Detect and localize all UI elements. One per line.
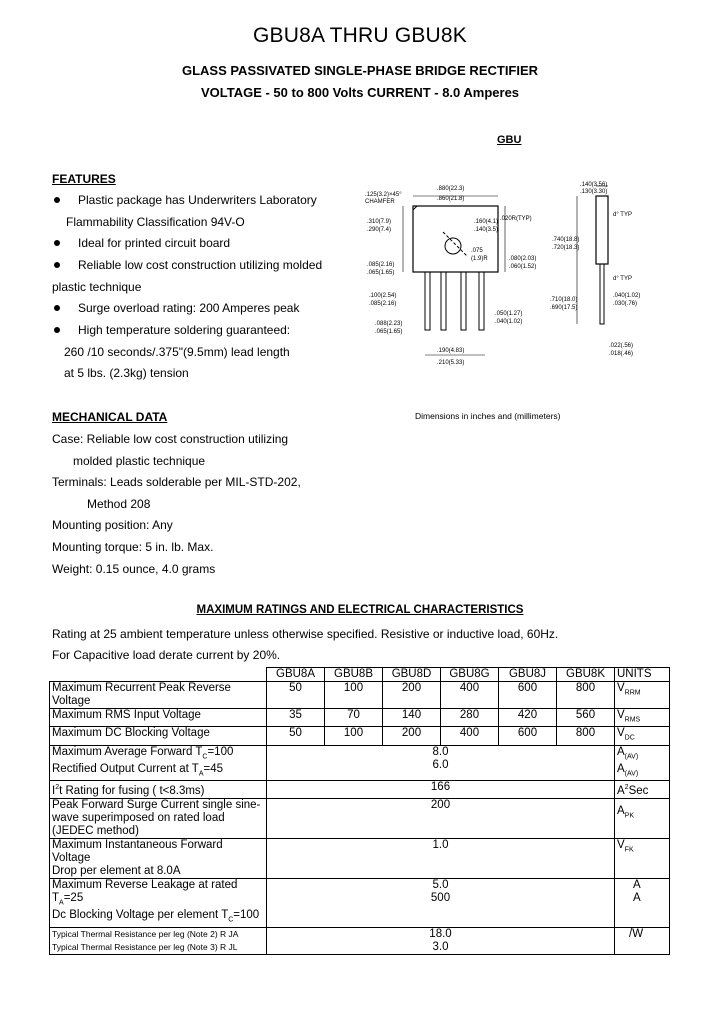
- dim-label: .860(21.8): [437, 196, 465, 202]
- table-row: [50, 745, 670, 781]
- lead: [479, 272, 484, 330]
- row-label-text: wave superimposed on rated load: [52, 812, 225, 825]
- table-cell: 200: [383, 727, 441, 745]
- table-header-row: [50, 668, 670, 682]
- unit-subscript: RMS: [624, 716, 641, 724]
- dim-label: .040(1.02): [495, 319, 523, 325]
- dim-label: .190(4.83): [437, 348, 465, 354]
- cell-value: 500: [430, 892, 451, 905]
- table-cell: 70: [325, 709, 383, 727]
- label-superscript: 2: [55, 784, 60, 792]
- column-header: GBU8A: [267, 668, 325, 682]
- label-subscript: A: [59, 899, 64, 907]
- row-label-text: =100: [233, 909, 260, 922]
- row-label-text: (JEDEC method): [52, 825, 139, 838]
- table-row: [50, 879, 670, 928]
- dim-label: .088(2.23): [375, 321, 403, 327]
- mechanical-heading: MECHANICAL DATA: [52, 410, 168, 424]
- unit-symbol: A: [617, 762, 625, 775]
- unit-symbol: V: [617, 839, 625, 852]
- table-cell: 400: [441, 727, 499, 745]
- unit-subscript: DC: [624, 734, 635, 742]
- label-subscript: C: [228, 916, 234, 924]
- dim-label: .130(3.30): [580, 189, 608, 195]
- row-label-text: t Rating for fusing ( t<8.3ms): [59, 785, 205, 798]
- unit-cell: [615, 927, 670, 954]
- cell-value: 5.0: [432, 879, 449, 892]
- row-label: [50, 879, 267, 928]
- unit-cell: [615, 879, 670, 928]
- feature-line: Reliable low cost construction utilizing molded: [78, 258, 323, 272]
- table-cell: 800: [557, 682, 615, 709]
- mechanical-line: Terminals: Leads solderable per MIL-STD-202,: [52, 475, 301, 489]
- dim-label: .125(3.2)×45°: [365, 192, 402, 198]
- side-view-lead: [600, 264, 604, 324]
- table-cell: 420: [499, 709, 557, 727]
- feature-line: Flammability Classification 94V-O: [66, 215, 245, 229]
- unit-symbol: V: [617, 727, 625, 740]
- unit-cell: [615, 799, 670, 839]
- dim-label: (1.9)R: [471, 256, 488, 262]
- feature-line: at 5 lbs. (2.3kg) tension: [64, 366, 189, 380]
- page-title: GBU8A THRU GBU8K: [252, 24, 468, 47]
- unit-subscript: FK: [624, 846, 634, 854]
- unit-subscript: PK: [624, 812, 635, 820]
- row-label: Maximum DC Blocking Voltage: [50, 727, 267, 745]
- table-row: [50, 709, 670, 727]
- unit-cell: [615, 839, 670, 879]
- row-label-text: Maximum Average Forward T: [52, 745, 203, 758]
- row-label: [50, 781, 267, 799]
- column-header: GBU8K: [557, 668, 615, 682]
- unit-symbol: A: [617, 785, 625, 798]
- unit-subscript: (AV): [624, 770, 639, 778]
- dim-label: .075: [471, 248, 483, 254]
- dim-label: CHAMFER: [365, 199, 395, 205]
- table-cell: [267, 745, 615, 781]
- unit-subscript: (AV): [624, 752, 639, 760]
- dim-label: .140(3.56): [580, 182, 608, 188]
- unit-symbol: A: [617, 745, 625, 758]
- unit-cell: [615, 745, 670, 781]
- dim-label: .740(18.8): [552, 237, 580, 243]
- dim-label: .018(.46): [609, 351, 634, 357]
- lead: [441, 272, 446, 330]
- dim-label: .085(2.16): [367, 262, 395, 268]
- row-label-text: Dc Blocking Voltage per element T: [52, 909, 229, 922]
- unit-symbol: A: [633, 892, 641, 905]
- dim-label: .060(1.52): [509, 264, 537, 270]
- row-label-text: =45: [203, 762, 223, 775]
- feature-line: 260 /10 seconds/.375"(9.5mm) lead length: [64, 345, 290, 359]
- unit-cell: [615, 781, 670, 799]
- table-cell: 800: [557, 727, 615, 745]
- row-label: [50, 745, 267, 781]
- table-corner-cell: [50, 668, 267, 682]
- mechanical-line: Mounting torque: 5 in. lb. Max.: [52, 540, 214, 554]
- unit-cell: [615, 727, 670, 745]
- dim-label: .720(18.3): [552, 245, 580, 251]
- bullet-icon: [54, 240, 60, 246]
- row-label-text: Typical Thermal Resistance per leg (Note 2) R JA: [52, 928, 239, 939]
- cell-value: 3.0: [432, 940, 449, 953]
- ratings-note: For Capacitive load derate current by 20%.: [52, 648, 281, 662]
- dim-label: .140(3.5): [474, 227, 499, 233]
- cell-value: 8.0: [432, 745, 449, 758]
- dim-label: .310(7.9): [367, 219, 392, 225]
- dim-label: .210(5.33): [437, 360, 465, 366]
- mounting-hole: [445, 238, 461, 254]
- feature-line: Ideal for printed circuit board: [78, 236, 231, 250]
- unit-cell: [615, 709, 670, 727]
- table-cell: 35: [267, 709, 325, 727]
- unit-symbol: A: [633, 879, 641, 892]
- unit-symbol: V: [617, 709, 625, 721]
- ratings-heading: MAXIMUM RATINGS AND ELECTRICAL CHARACTERISTICS: [196, 604, 524, 616]
- table-cell: [267, 927, 615, 954]
- row-label: Maximum Recurrent Peak Reverse Voltage: [50, 682, 267, 709]
- hole-center-line: [443, 232, 467, 256]
- side-view-body: [596, 196, 608, 264]
- feature-line: High temperature soldering guaranteed:: [78, 323, 291, 337]
- table-row: [50, 927, 670, 954]
- dimension-note: Dimensions in inches and (millimeters): [415, 411, 561, 421]
- dim-label: d° TYP: [613, 276, 632, 282]
- table-row: [50, 727, 670, 745]
- table-cell: 100: [325, 682, 383, 709]
- row-label-text: =100: [207, 745, 234, 758]
- table-row: [50, 682, 670, 709]
- row-label-text: Typical Thermal Resistance per leg (Note 3) R JL: [52, 941, 238, 952]
- dim-label: .085(2.16): [369, 301, 397, 307]
- dim-label: .065(1.65): [367, 270, 395, 276]
- mechanical-line: Case: Reliable low cost construction utilizing: [52, 432, 289, 446]
- dim-label: .100(2.54): [369, 293, 397, 299]
- dim-label: .080(2.03): [509, 256, 537, 262]
- table-cell: [267, 879, 615, 928]
- table-row: [50, 781, 670, 799]
- bullet-icon: [54, 327, 60, 333]
- table-cell: 600: [499, 727, 557, 745]
- bullet-icon: [54, 305, 60, 311]
- table-cell: 140: [383, 709, 441, 727]
- row-label-text: Maximum Reverse Leakage at rated T: [52, 879, 238, 905]
- lead: [425, 272, 430, 330]
- unit-symbol: /W: [629, 927, 644, 940]
- chamfer-line: [413, 206, 417, 210]
- unit-symbol: Sec: [628, 785, 649, 798]
- feature-line: Plastic package has Underwriters Laboratory: [78, 193, 317, 207]
- table-row: [50, 799, 670, 839]
- unit-subscript: RRM: [624, 689, 641, 697]
- ratings-table: [49, 667, 670, 955]
- dim-label: .880(22.3): [437, 186, 465, 192]
- cell-value: 6.0: [432, 758, 449, 771]
- dim-label: .710(18.0): [550, 297, 578, 303]
- mechanical-line: Mounting position: Any: [52, 518, 173, 532]
- table-cell: 200: [267, 799, 615, 839]
- table-row: [50, 839, 670, 879]
- unit-symbol: A: [617, 805, 625, 818]
- table-cell: 400: [441, 682, 499, 709]
- unit-cell: [615, 682, 670, 709]
- feature-line: Surge overload rating: 200 Amperes peak: [78, 301, 300, 315]
- label-subscript: C: [202, 752, 208, 760]
- unit-superscript: 2: [624, 784, 629, 792]
- table-cell: 200: [383, 682, 441, 709]
- mechanical-line: molded plastic technique: [73, 454, 206, 468]
- table-cell: 50: [267, 682, 325, 709]
- row-label-text: I: [52, 785, 56, 798]
- column-header: GBU8B: [325, 668, 383, 682]
- package-outline-diagram: [355, 170, 655, 370]
- table-cell: 50: [267, 727, 325, 745]
- body-outline: [413, 206, 498, 272]
- voltage-current-summary: VOLTAGE - 50 to 800 Volts CURRENT - 8.0 Amperes: [200, 85, 520, 100]
- table-cell: 600: [499, 682, 557, 709]
- table-cell: 100: [325, 727, 383, 745]
- column-header: GBU8D: [383, 668, 441, 682]
- bullet-icon: [54, 197, 60, 203]
- feature-line: plastic technique: [52, 280, 142, 294]
- dim-label: .022(.56): [609, 343, 634, 349]
- features-heading: FEATURES: [52, 172, 116, 186]
- column-header: GBU8G: [441, 668, 499, 682]
- column-header: UNITS: [615, 668, 670, 682]
- dim-label: .290(7.4): [367, 227, 392, 233]
- ratings-note: Rating at 25 ambient temperature unless otherwise specified. Resistive or inductive load, 60Hz.: [52, 627, 559, 641]
- table-cell: 560: [557, 709, 615, 727]
- row-label: [50, 839, 267, 879]
- column-header: GBU8J: [499, 668, 557, 682]
- dim-label: .160(4.1): [474, 219, 499, 225]
- table-cell: 1.0: [267, 839, 615, 879]
- dim-label: .020R(TYP): [500, 216, 532, 222]
- dim-label: .690(17.5): [550, 305, 578, 311]
- bullet-icon: [54, 262, 60, 268]
- mechanical-line: Weight: 0.15 ounce, 4.0 grams: [52, 562, 216, 576]
- dim-label: .050(1.27): [495, 311, 523, 317]
- row-label: Maximum RMS Input Voltage: [50, 709, 267, 727]
- row-label-text: Rectified Output Current at T: [52, 762, 199, 775]
- dim-label: .030(.76): [613, 301, 638, 307]
- row-label-text: Maximum Instantaneous Forward Voltage: [52, 839, 223, 865]
- package-label: GBU: [497, 134, 522, 146]
- row-label-text: =25: [63, 892, 84, 905]
- mechanical-line: Method 208: [87, 497, 151, 511]
- row-label: [50, 799, 267, 839]
- row-label-text: Drop per element at 8.0A: [52, 865, 181, 878]
- dim-label: d° TYP: [613, 212, 632, 218]
- table-cell: 280: [441, 709, 499, 727]
- label-subscript: A: [198, 770, 204, 778]
- table-cell: 166: [267, 781, 615, 799]
- row-label: [50, 927, 267, 954]
- dim-label: .065(1.65): [375, 329, 403, 335]
- unit-symbol: V: [617, 682, 625, 694]
- lead: [461, 272, 466, 330]
- row-label-text: Peak Forward Surge Current single sine-: [52, 799, 261, 812]
- cell-value: 18.0: [429, 927, 452, 940]
- product-description: GLASS PASSIVATED SINGLE-PHASE BRIDGE RECTIFIER: [181, 63, 539, 78]
- dim-label: .040(1.02): [613, 293, 641, 299]
